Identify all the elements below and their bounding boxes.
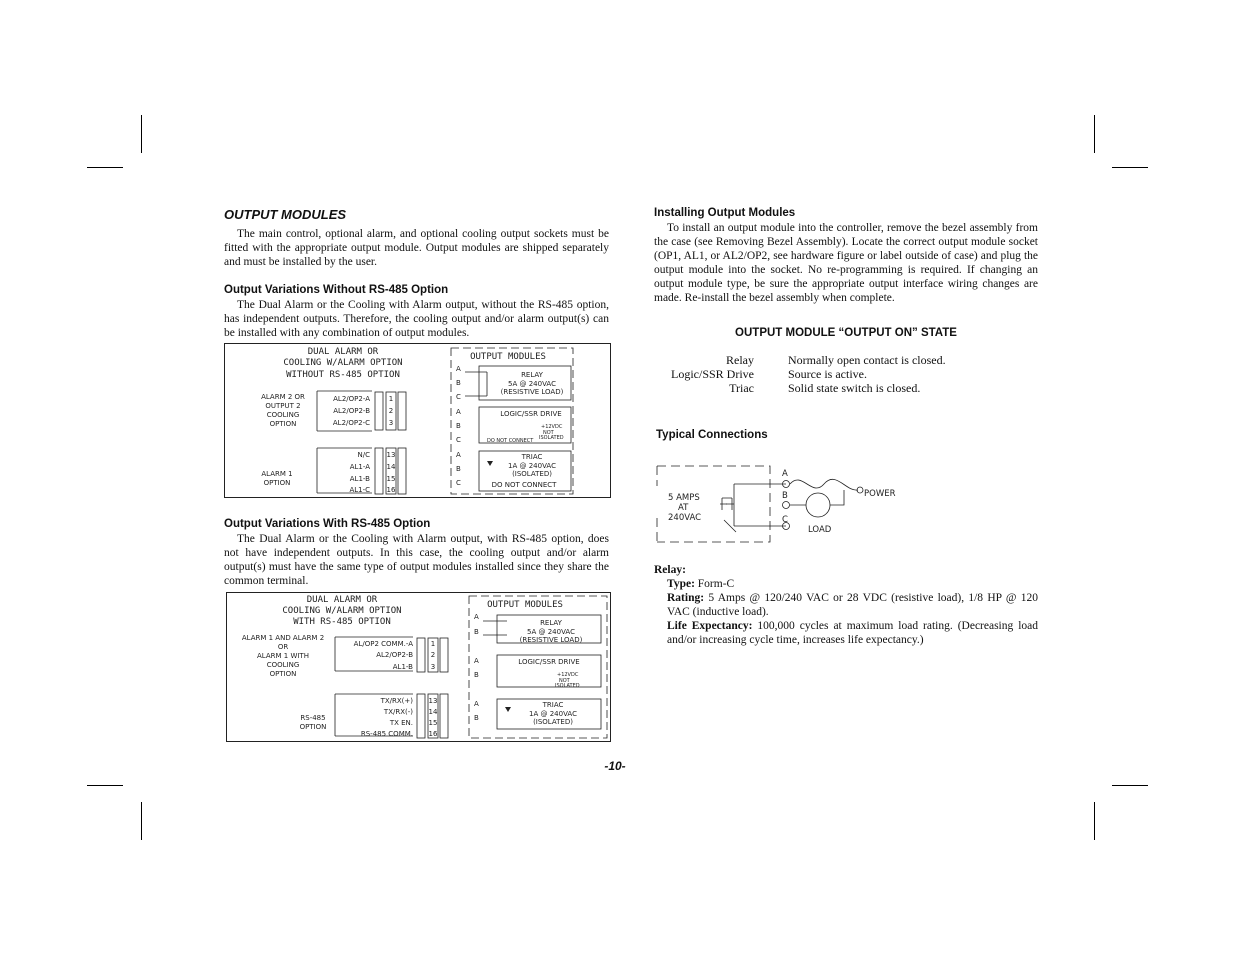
crop-mark [87, 785, 123, 786]
svg-text:C: C [456, 479, 461, 487]
svg-text:AL2/OP2-B: AL2/OP2-B [333, 407, 370, 415]
svg-text:TRIAC: TRIAC [542, 701, 564, 709]
svg-text:NOT: NOT [543, 430, 554, 436]
svg-text:+12VDC: +12VDC [541, 424, 563, 430]
section-heading: OUTPUT MODULES [224, 207, 347, 222]
svg-text:AL1-A: AL1-A [349, 463, 370, 471]
svg-text:5A @ 240VAC: 5A @ 240VAC [508, 380, 556, 388]
svg-text:A: A [456, 451, 461, 459]
svg-text:OUTPUT MODULES: OUTPUT MODULES [487, 600, 563, 610]
svg-text:240VAC: 240VAC [668, 513, 702, 523]
svg-text:5A @ 240VAC: 5A @ 240VAC [527, 628, 575, 636]
svg-text:LOAD: LOAD [808, 525, 832, 535]
crop-mark [1094, 802, 1095, 840]
svg-text:1A @ 240VAC: 1A @ 240VAC [529, 710, 577, 718]
wiring-diagram-with-rs485 [226, 592, 611, 742]
svg-text:ALARM 1 WITH: ALARM 1 WITH [257, 652, 309, 660]
svg-text:16: 16 [428, 730, 438, 738]
typical-connections-diagram [654, 462, 904, 546]
svg-text:3: 3 [388, 419, 394, 427]
svg-text:COOLING: COOLING [266, 661, 300, 669]
crop-mark [87, 167, 123, 168]
svg-text:DO NOT CONNECT: DO NOT CONNECT [487, 438, 534, 444]
svg-text:AT: AT [678, 503, 689, 513]
relay-rating: Rating: 5 Amps @ 120/240 VAC or 28 VDC (resistive load), 1/8 HP @ 120 VAC (inductive load). [667, 592, 1038, 618]
svg-text:13: 13 [428, 697, 438, 705]
svg-text:AL2/OP2-C: AL2/OP2-C [332, 419, 370, 427]
svg-text:RELAY: RELAY [521, 371, 543, 379]
crop-mark [141, 115, 142, 153]
install-paragraph: To install an output module into the controller, remove the bezel assembly from the case (see Removing Bezel Assembly). Locate the correct output module socket (OP1, AL1, or AL2/OP2, see hardware figure or label outside of case) and plug the output module into the socket. No re-programming is required. If changing an output module type, be sure the appropriate output interface wiring changes are made. Re-install the bezel assembly when complete. [654, 222, 1038, 304]
svg-text:A: A [474, 613, 479, 621]
svg-text:A: A [782, 469, 788, 479]
state-row: Logic/SSR Drive Source is active. [671, 367, 867, 381]
crop-mark [1112, 167, 1148, 168]
svg-text:ISOLATED: ISOLATED [555, 683, 580, 689]
svg-text:(ISOLATED): (ISOLATED) [512, 470, 552, 478]
svg-text:AL1-B: AL1-B [392, 663, 413, 671]
svg-text:1: 1 [388, 395, 394, 403]
svg-text:(ISOLATED): (ISOLATED) [533, 718, 573, 726]
svg-text:C: C [456, 393, 461, 401]
svg-text:OPTION: OPTION [269, 670, 297, 678]
svg-text:RS-485: RS-485 [300, 714, 326, 722]
relay-heading: Relay: [654, 564, 686, 576]
svg-text:DUAL ALARM OR: DUAL ALARM OR [306, 595, 378, 605]
svg-text:15: 15 [386, 475, 396, 483]
svg-text:ISOLATED: ISOLATED [539, 435, 564, 441]
diagram-title: WITHOUT RS-485 OPTION [286, 370, 400, 380]
svg-text:ALARM 1 AND ALARM 2: ALARM 1 AND ALARM 2 [241, 634, 325, 642]
svg-text:AL1-B: AL1-B [349, 475, 370, 483]
svg-text:(RESISTIVE LOAD): (RESISTIVE LOAD) [500, 388, 564, 396]
svg-text:3: 3 [430, 663, 436, 671]
svg-text:B: B [782, 491, 788, 501]
svg-text:C: C [782, 515, 788, 525]
svg-text:AL2/OP2-A: AL2/OP2-A [333, 395, 370, 403]
state-row: Relay Normally open contact is closed. [726, 353, 946, 367]
with-rs485-paragraph: The Dual Alarm or the Cooling with Alarm output, with RS-485 option, does not have independent outputs. In this case, the cooling output and/or alarm output(s) must have the same type of output modules installed since they share the common terminal. [224, 533, 609, 587]
svg-text:TX EN.: TX EN. [389, 719, 413, 727]
svg-text:OR: OR [277, 643, 289, 651]
output-state-table [654, 353, 946, 395]
svg-text:OPTION: OPTION [299, 723, 327, 731]
svg-text:15: 15 [428, 719, 438, 727]
svg-text:2: 2 [388, 407, 394, 415]
svg-text:B: B [456, 465, 461, 473]
svg-text:16: 16 [386, 486, 396, 494]
svg-text:A: A [456, 408, 461, 416]
crop-mark [1112, 785, 1148, 786]
svg-text:1: 1 [430, 640, 436, 648]
svg-text:LOGIC/SSR DRIVE: LOGIC/SSR DRIVE [500, 410, 562, 418]
svg-text:TX/RX(-): TX/RX(-) [383, 708, 413, 716]
svg-text:COOLING W/ALARM OPTION: COOLING W/ALARM OPTION [282, 606, 402, 616]
svg-text:OPTION: OPTION [263, 479, 291, 487]
svg-text:+12VDC: +12VDC [557, 672, 579, 678]
install-heading: Installing Output Modules [654, 207, 796, 219]
svg-text:B: B [474, 671, 479, 679]
svg-text:OUTPUT MODULES: OUTPUT MODULES [470, 352, 546, 362]
crop-mark [1094, 115, 1095, 153]
svg-text:POWER: POWER [864, 489, 896, 499]
svg-text:ALARM 2 OR: ALARM 2 OR [261, 393, 305, 401]
svg-text:13: 13 [386, 451, 396, 459]
relay-type: Type: Form-C [667, 578, 735, 590]
subheading-with-rs485: Output Variations With RS-485 Option [224, 518, 431, 530]
svg-text:AL2/OP2-B: AL2/OP2-B [376, 651, 413, 659]
relay-life: Life Expectancy: 100,000 cycles at maximum load rating. (Decreasing load and/or increasing cycle time, increases life expectancy.) [667, 620, 1039, 646]
svg-text:A: A [474, 657, 479, 665]
svg-text:1A @ 240VAC: 1A @ 240VAC [508, 462, 556, 470]
svg-text:LOGIC/SSR DRIVE: LOGIC/SSR DRIVE [518, 658, 580, 666]
svg-text:RS-485 COMM.: RS-485 COMM. [360, 730, 413, 738]
diagram-title: DUAL ALARM OR [307, 347, 379, 357]
svg-text:AL/OP2 COMM.-A: AL/OP2 COMM.-A [353, 640, 413, 648]
state-row: Triac Solid state switch is closed. [729, 381, 921, 395]
svg-text:A: A [456, 365, 461, 373]
typical-connections-heading: Typical Connections [656, 429, 768, 441]
svg-text:DO NOT CONNECT: DO NOT CONNECT [491, 481, 557, 489]
diagram-title: COOLING W/ALARM OPTION [283, 358, 403, 368]
svg-text:14: 14 [428, 708, 438, 716]
without-rs485-paragraph: The Dual Alarm or the Cooling with Alarm output, without the RS-485 option, has independent outputs. Therefore, the cooling output and/or alarm output(s) can be installed with any combination of output modules. [224, 299, 609, 339]
output-state-heading: OUTPUT MODULE “OUTPUT ON” STATE [735, 327, 957, 339]
svg-text:5 AMPS: 5 AMPS [668, 493, 700, 503]
svg-text:OPTION: OPTION [269, 420, 297, 428]
svg-text:TRIAC: TRIAC [521, 453, 543, 461]
svg-text:N/C: N/C [357, 451, 370, 459]
wiring-diagram-without-rs485 [224, 343, 611, 498]
svg-text:ALARM 1: ALARM 1 [261, 470, 293, 478]
subheading-without-rs485: Output Variations Without RS-485 Option [224, 284, 449, 296]
relay-specs [654, 563, 1038, 647]
svg-text:(RESISTIVE LOAD): (RESISTIVE LOAD) [519, 636, 583, 644]
crop-mark [141, 802, 142, 840]
svg-text:TX/RX(+): TX/RX(+) [380, 697, 413, 705]
svg-text:B: B [474, 714, 479, 722]
svg-text:14: 14 [386, 463, 396, 471]
svg-text:C: C [456, 436, 461, 444]
svg-text:2: 2 [430, 651, 436, 659]
svg-text:NOT: NOT [559, 678, 570, 684]
svg-text:OUTPUT 2: OUTPUT 2 [265, 402, 301, 410]
svg-text:B: B [456, 379, 461, 387]
svg-text:AL1-C: AL1-C [349, 486, 370, 494]
svg-text:A: A [474, 700, 479, 708]
svg-text:B: B [456, 422, 461, 430]
svg-text:COOLING: COOLING [266, 411, 300, 419]
svg-text:WITH RS-485 OPTION: WITH RS-485 OPTION [293, 617, 391, 627]
intro-paragraph: The main control, optional alarm, and optional cooling output sockets must be fitted with the appropriate output module. Output modules are shipped separately and must be installed by the user. [224, 228, 609, 268]
svg-text:B: B [474, 628, 479, 636]
page-number: -10- [604, 759, 626, 773]
svg-text:RELAY: RELAY [540, 619, 562, 627]
